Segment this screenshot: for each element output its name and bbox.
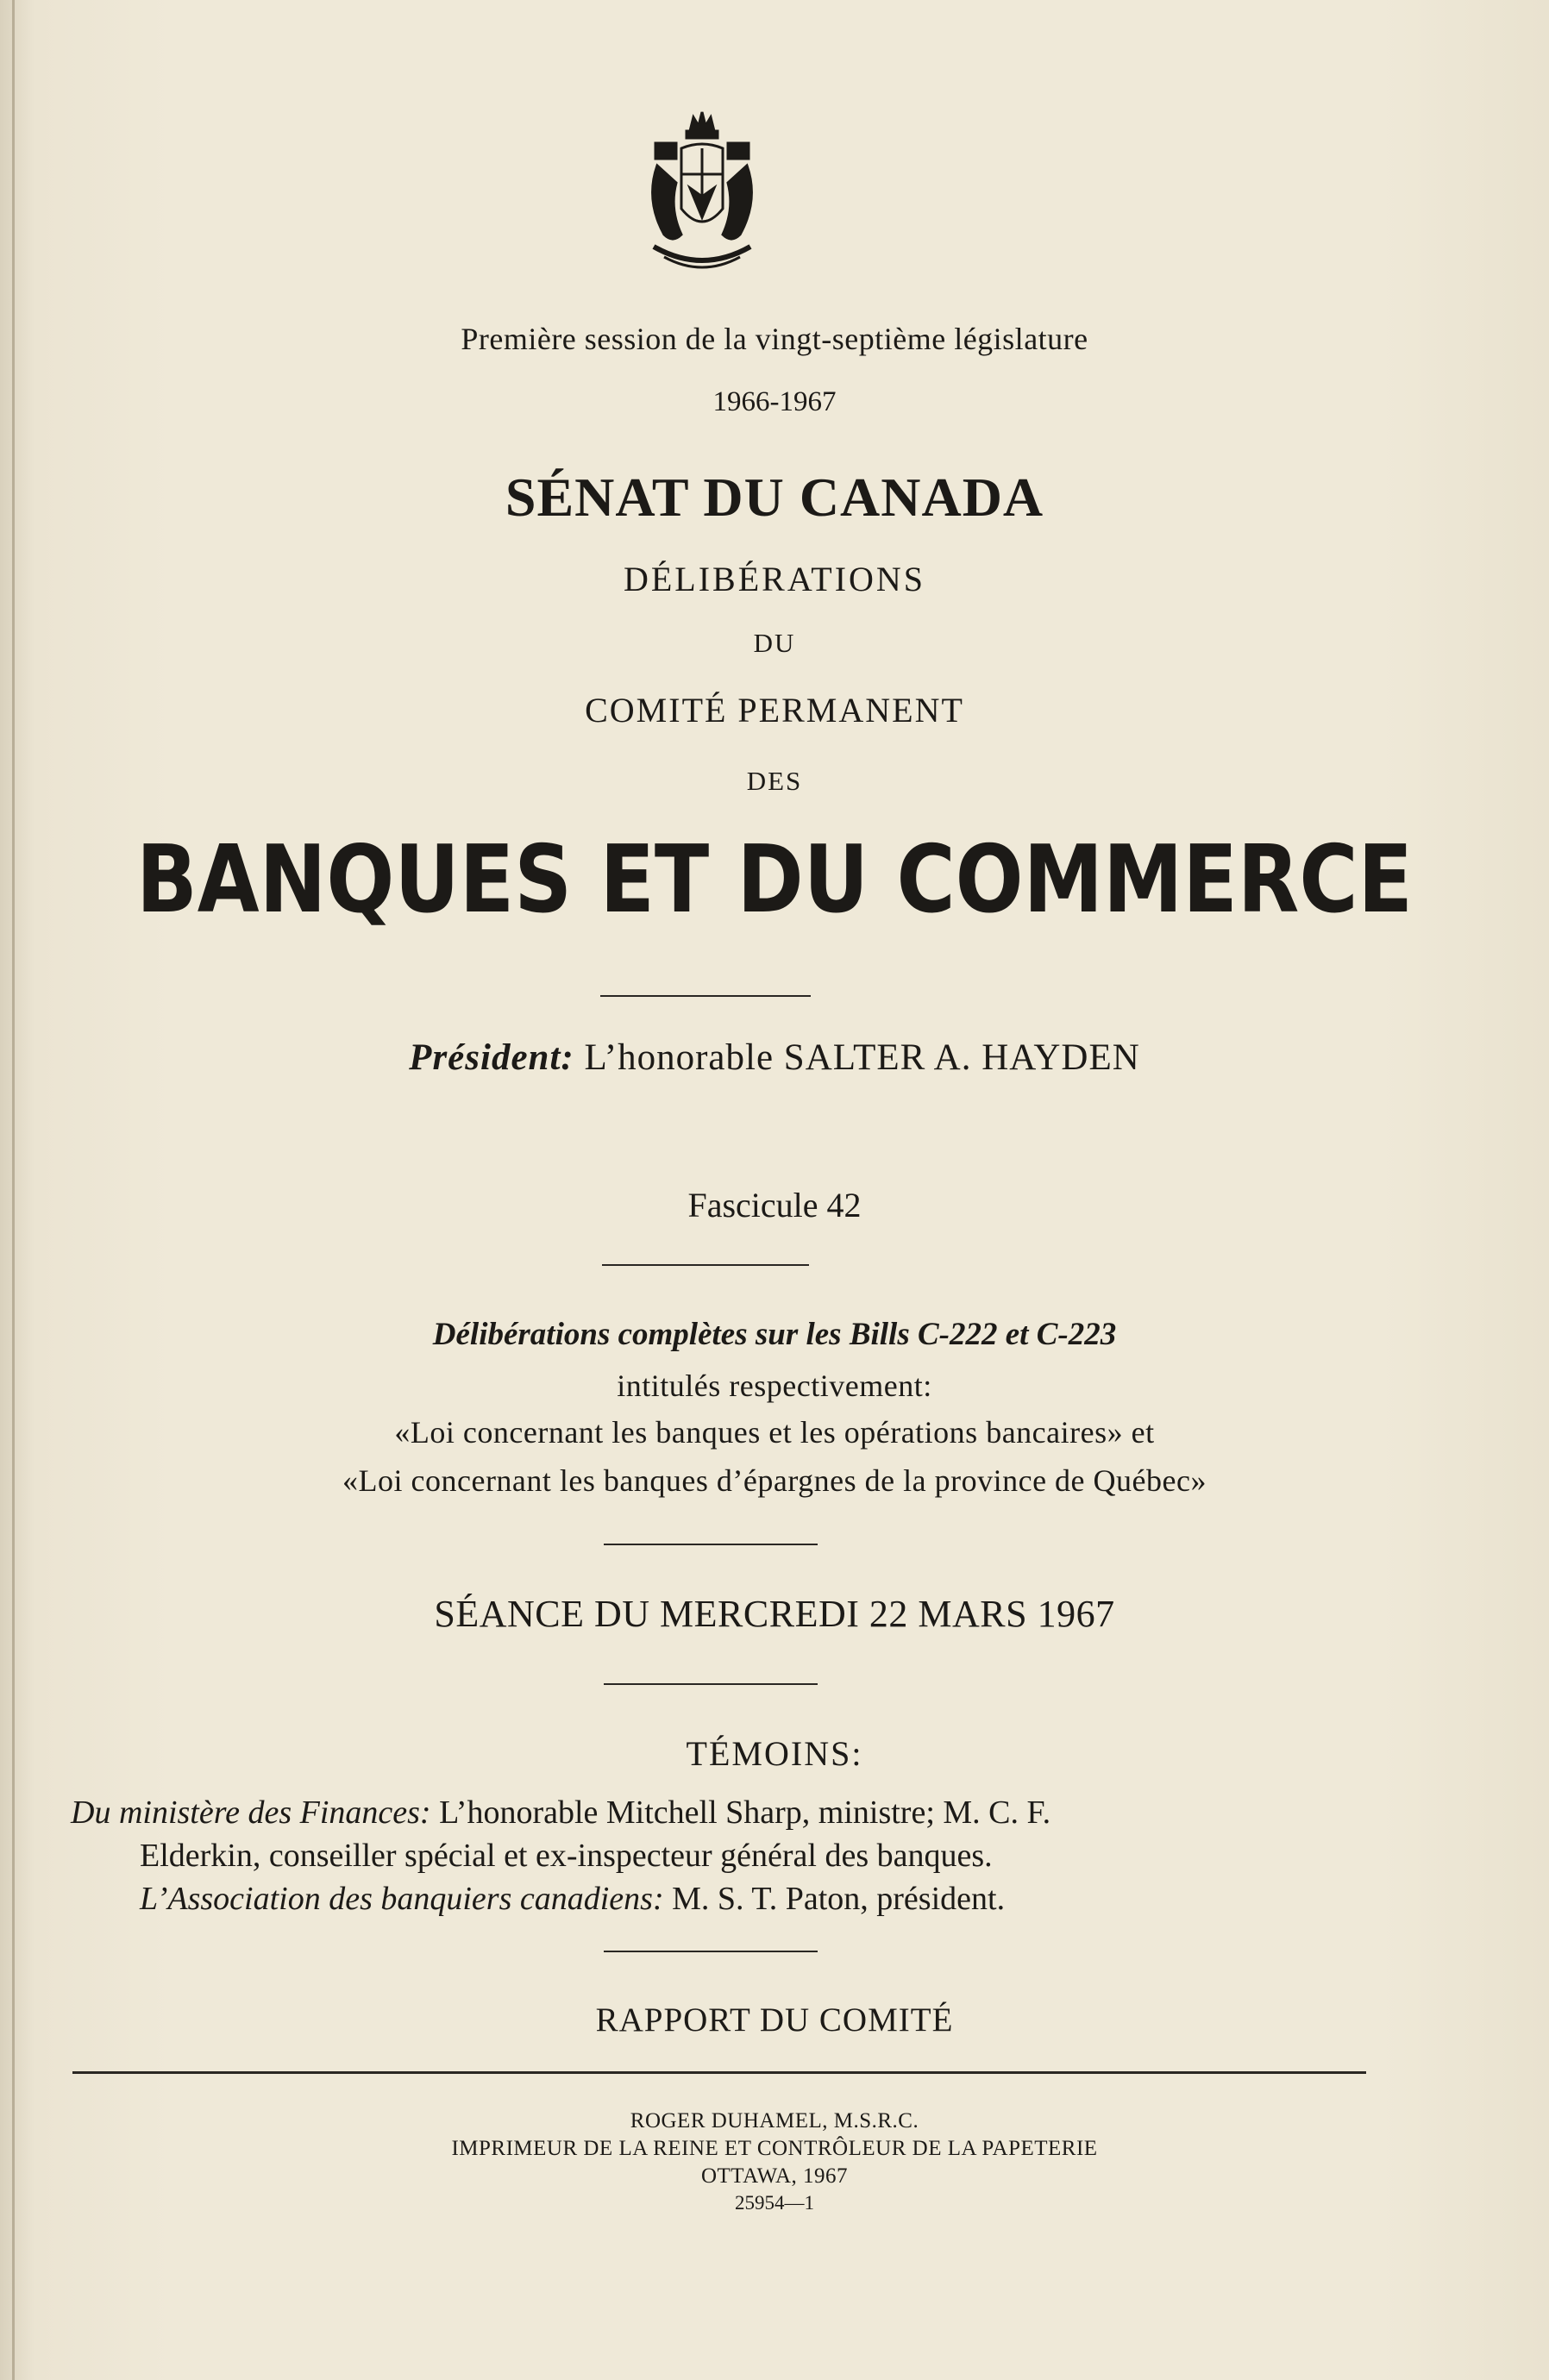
printer-name: ROGER DUHAMEL, M.S.R.C. [630, 2109, 919, 2133]
witness-association-label: L’Association des banquiers canadiens: [140, 1881, 664, 1917]
deliberations-heading: DÉLIBÉRATIONS [623, 560, 926, 598]
senate-title: SÉNAT DU CANADA [505, 467, 1044, 528]
chair-label: Président: [409, 1037, 574, 1078]
sitting-date: SÉANCE DU MERCREDI 22 MARS 1967 [434, 1593, 1115, 1635]
committee-report-heading: RAPPORT DU COMITÉ [595, 2001, 954, 2039]
divider [604, 1683, 818, 1685]
des-label: DES [746, 766, 803, 796]
committee-name: BANQUES ET DU COMMERCE [135, 826, 1414, 934]
coat-of-arms-icon [638, 105, 766, 278]
bills-title: Délibérations complètes sur les Bills C-222 et C-223 [432, 1317, 1117, 1352]
footer-rule [72, 2071, 1366, 2074]
witness-line [71, 1794, 1050, 1832]
witness-association-text: M. S. T. Paton, président. [672, 1881, 1006, 1917]
du-label: DU [753, 628, 796, 658]
imprint-place: OTTAWA, 1967 [700, 2164, 849, 2188]
bill-c222-title: «Loi concernant les banques et les opérations bancaires» et [394, 1415, 1155, 1450]
bills-intro: intitulés respectivement: [617, 1368, 932, 1403]
print-code: 25954—1 [735, 2192, 814, 2214]
witness-ministry-label: Du ministère des Finances: [71, 1794, 431, 1831]
witness-ministry-text: L’honorable Mitchell Sharp, ministre; M. C. F. [439, 1794, 1051, 1831]
divider [604, 1951, 818, 1952]
witness-line: Elderkin, conseiller spécial et ex-inspecteur général des banques. [140, 1838, 993, 1874]
session-line: Première session de la vingt-septième législature [461, 322, 1088, 356]
divider [602, 1264, 809, 1266]
printer-title: IMPRIMEUR DE LA REINE ET CONTRÔLEUR DE LA PAPETERIE [451, 2137, 1098, 2160]
bill-c223-title: «Loi concernant les banques d’épargnes de la province de Québec» [342, 1463, 1207, 1498]
witnesses-heading: TÉMOINS: [686, 1734, 863, 1773]
chair-line [0, 1037, 1549, 1079]
divider [604, 1544, 818, 1545]
divider [600, 995, 811, 997]
legislature-years: 1966-1967 [712, 386, 837, 417]
chair-name: L’honorable SALTER A. HAYDEN [584, 1037, 1140, 1078]
committee-heading: COMITÉ PERMANENT [585, 691, 964, 730]
issue-number: Fascicule 42 [687, 1186, 862, 1224]
witness-line [140, 1880, 1005, 1918]
